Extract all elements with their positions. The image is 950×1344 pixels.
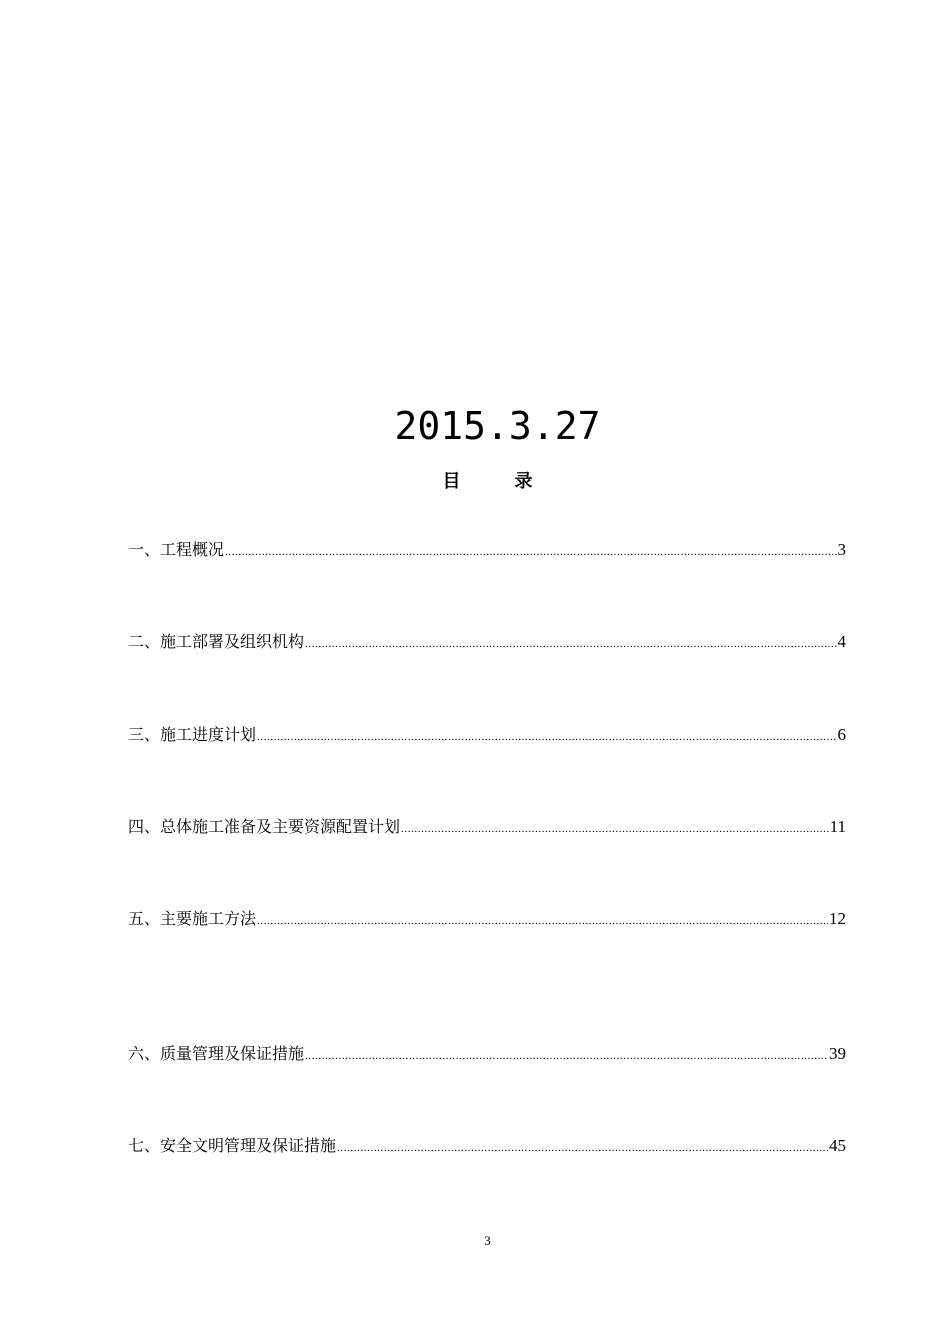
toc-entry-page: 12 (829, 909, 846, 928)
toc-entry-label: 二、施工部署及组织机构 (128, 632, 305, 651)
toc-leader-dots (257, 913, 828, 929)
toc-leader-dots (225, 544, 836, 560)
page-number: 3 (484, 1233, 491, 1248)
toc-entry-5[interactable] (128, 907, 846, 931)
toc-entry-6[interactable] (128, 1042, 846, 1066)
toc-title-char-1: 目 (442, 471, 461, 492)
toc-entry-page: 11 (829, 817, 846, 836)
toc-leader-dots (337, 1140, 828, 1156)
document-date: 2015.3.27 (394, 404, 601, 448)
toc-entry-7[interactable] (128, 1134, 846, 1158)
toc-leader-dots (305, 636, 836, 652)
toc-entry-2[interactable] (128, 630, 846, 654)
toc-title-char-2: 录 (514, 471, 533, 492)
toc-entry-page: 3 (837, 540, 846, 559)
toc-entry-page: 45 (829, 1136, 846, 1155)
toc-entry-label: 五、主要施工方法 (128, 909, 257, 928)
toc-entry-label: 六、质量管理及保证措施 (128, 1044, 305, 1063)
toc-leader-dots (257, 729, 836, 745)
toc-entry-3[interactable] (128, 723, 846, 747)
toc-entry-label: 一、工程概况 (128, 540, 225, 559)
toc-entry-label: 四、总体施工准备及主要资源配置计划 (128, 817, 401, 836)
toc-entry-label: 七、安全文明管理及保证措施 (128, 1136, 337, 1155)
toc-entry-page: 39 (829, 1044, 846, 1063)
toc-entry-1[interactable] (128, 538, 846, 562)
toc-leader-dots (305, 1048, 828, 1064)
toc-entry-page: 6 (837, 725, 846, 744)
toc-leader-dots (401, 821, 829, 837)
toc-title (0, 468, 950, 496)
toc-entry-label: 三、施工进度计划 (128, 725, 257, 744)
toc-entry-4[interactable] (128, 815, 846, 839)
toc-entry-page: 4 (837, 632, 846, 651)
